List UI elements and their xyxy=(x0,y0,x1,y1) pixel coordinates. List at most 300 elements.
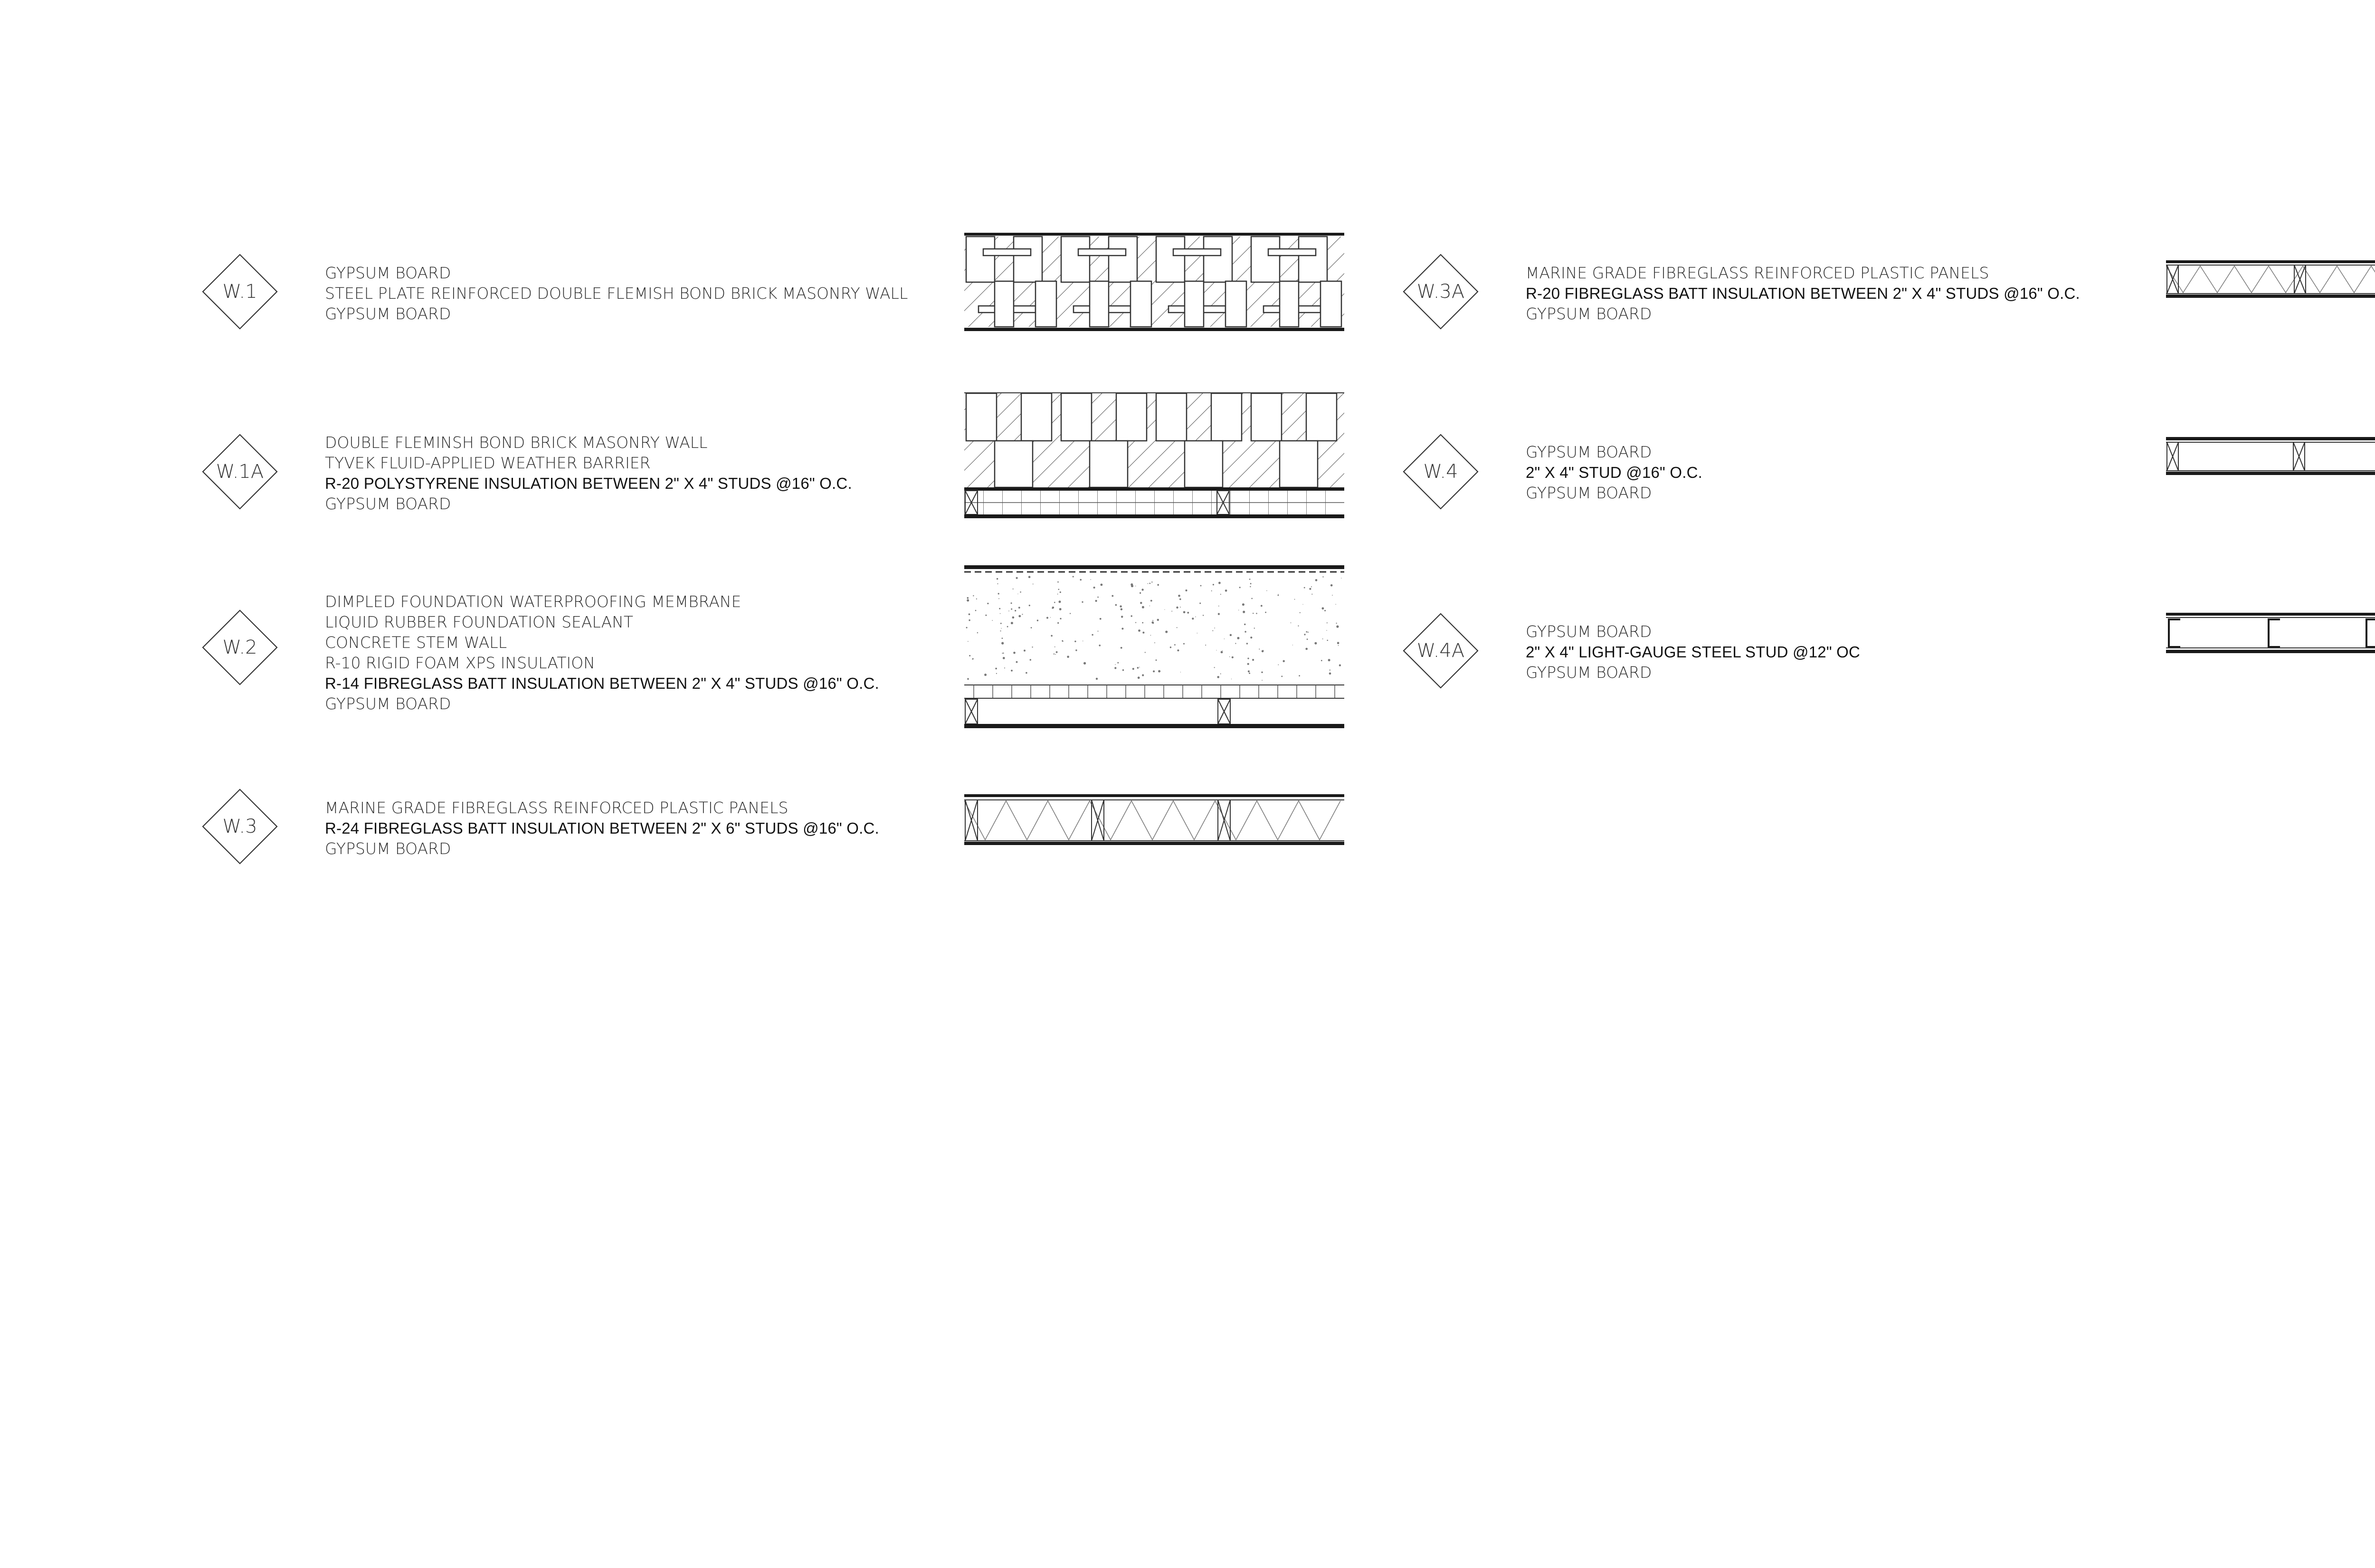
wall-tag-label: W.3A xyxy=(1416,281,1465,303)
wall-layer-text: R-20 POLYSTYRENE INSULATION BETWEEN 2" X 4" STUDS @16" O.C. xyxy=(325,475,852,492)
concrete-speckle xyxy=(968,641,969,642)
wall-tag-label: W.1 xyxy=(222,281,257,303)
concrete-speckle xyxy=(1250,583,1252,584)
concrete-speckle xyxy=(1304,634,1305,635)
brick-mark xyxy=(1156,393,1187,441)
concrete-speckle xyxy=(1008,610,1009,611)
concrete-speckle xyxy=(1283,660,1285,662)
concrete-speckle xyxy=(1054,646,1055,647)
concrete-speckle xyxy=(1132,668,1134,670)
concrete-speckle xyxy=(1003,653,1004,654)
wall-layers-w4a xyxy=(1526,621,1860,683)
wall-layer-text: GYPSUM BOARD xyxy=(325,264,451,282)
wall-layers-w3a xyxy=(1526,263,2080,324)
concrete-speckle xyxy=(1224,638,1225,639)
concrete-speckle xyxy=(1262,680,1263,681)
concrete-speckle xyxy=(1311,586,1312,587)
concrete-speckle xyxy=(1249,579,1251,580)
section-detail-w4 xyxy=(2166,433,2375,483)
concrete-speckle xyxy=(1164,609,1165,610)
concrete-speckle xyxy=(987,603,988,604)
concrete-speckle xyxy=(1137,667,1139,669)
concrete-speckle xyxy=(1298,626,1299,627)
concrete-speckle xyxy=(1051,635,1053,637)
brick-mark xyxy=(1185,441,1223,487)
concrete-speckle xyxy=(1311,594,1312,595)
concrete-speckle xyxy=(1212,630,1213,631)
concrete-speckle xyxy=(1220,674,1221,675)
concrete-speckle xyxy=(985,615,987,616)
concrete-speckle xyxy=(1007,626,1008,627)
concrete-speckle xyxy=(1328,659,1330,661)
concrete-speckle xyxy=(1152,622,1154,624)
wall-layer-text: R-24 FIBREGLASS BATT INSULATION BETWEEN 2" X 6" STUDS @16" O.C. xyxy=(325,819,879,837)
concrete-speckle xyxy=(1121,616,1123,618)
concrete-speckle xyxy=(1261,605,1263,607)
concrete-speckle xyxy=(1183,643,1185,645)
concrete-speckle xyxy=(1177,627,1178,628)
brick-mark xyxy=(1251,393,1282,441)
concrete-speckle xyxy=(1122,669,1124,671)
concrete-speckle xyxy=(1058,589,1060,590)
concrete-speckle xyxy=(1192,618,1194,619)
concrete-speckle xyxy=(1140,592,1141,594)
concrete-speckle xyxy=(1151,581,1152,582)
concrete-speckle xyxy=(1291,622,1292,623)
concrete-speckle xyxy=(1154,642,1155,643)
concrete-speckle xyxy=(1309,588,1311,590)
concrete-speckle xyxy=(1170,646,1171,648)
concrete-speckle xyxy=(1150,635,1151,636)
brick-mark xyxy=(1078,249,1126,256)
concrete-speckle xyxy=(1011,670,1013,672)
concrete-speckle xyxy=(1153,670,1155,672)
wall-layer-text: STEEL PLATE REINFORCED DOUBLE FLEMISH BOND BRICK MASONRY WALL xyxy=(325,284,908,303)
concrete-speckle xyxy=(996,673,997,674)
concrete-speckle xyxy=(1322,576,1323,577)
brick-mark xyxy=(1173,249,1221,256)
concrete-speckle xyxy=(1028,576,1031,578)
concrete-speckle xyxy=(1011,622,1013,624)
concrete-speckle xyxy=(1148,583,1149,584)
concrete-speckle xyxy=(1060,618,1061,619)
concrete-speckle xyxy=(1322,638,1323,639)
concrete-speckle xyxy=(1115,664,1116,665)
concrete-speckle xyxy=(1326,630,1327,631)
wall-tag-label: W.3 xyxy=(222,816,257,837)
concrete-speckle xyxy=(1139,667,1140,668)
concrete-speckle xyxy=(1016,577,1018,579)
concrete-speckle xyxy=(1000,623,1002,624)
concrete-speckle xyxy=(1315,579,1318,581)
concrete-speckle xyxy=(1239,587,1241,588)
concrete-speckle xyxy=(1254,627,1255,628)
concrete-speckle xyxy=(1121,608,1122,610)
concrete-speckle xyxy=(1046,617,1048,619)
wall-tag-w1 xyxy=(202,254,278,330)
concrete-speckle xyxy=(1266,590,1267,591)
wall-layer-text: DOUBLE FLEMINSH BOND BRICK MASONRY WALL xyxy=(325,433,708,452)
section-detail-w3 xyxy=(964,790,1344,854)
brick-mark xyxy=(1204,237,1232,282)
wall-tag-label: W.1A xyxy=(216,461,264,483)
wall-layer-text: GYPSUM BOARD xyxy=(1526,443,1652,461)
brick-mark xyxy=(1061,393,1092,441)
concrete-speckle xyxy=(1278,595,1279,596)
concrete-speckle xyxy=(1121,628,1123,630)
concrete-speckle xyxy=(1054,602,1055,603)
concrete-speckle xyxy=(1248,670,1250,672)
concrete-speckle xyxy=(1176,607,1178,608)
concrete-speckle xyxy=(975,610,977,611)
concrete-speckle xyxy=(1213,584,1214,585)
concrete-speckle xyxy=(1217,676,1219,678)
brick-mark xyxy=(1185,281,1204,327)
concrete-speckle xyxy=(1142,632,1144,634)
wall-tag-w4a xyxy=(1403,613,1479,689)
concrete-speckle xyxy=(1327,622,1328,623)
concrete-speckle xyxy=(1098,631,1099,632)
concrete-speckle xyxy=(1029,605,1030,606)
concrete-speckle xyxy=(1251,598,1253,599)
concrete-speckle xyxy=(1074,641,1076,642)
brick-mark xyxy=(1014,237,1042,282)
concrete-speckle xyxy=(1205,645,1206,646)
concrete-speckle xyxy=(1075,649,1077,651)
concrete-speckle xyxy=(1138,629,1140,632)
concrete-speckle xyxy=(1142,674,1144,676)
concrete-speckle xyxy=(1059,600,1061,603)
concrete-speckle xyxy=(997,578,998,580)
concrete-speckle xyxy=(1302,604,1303,605)
concrete-speckle xyxy=(1300,612,1301,613)
concrete-speckle xyxy=(1026,672,1027,674)
concrete-speckle xyxy=(1080,579,1082,581)
concrete-speckle xyxy=(1003,657,1005,659)
wall-layer-text: MARINE GRADE FIBREGLASS REINFORCED PLASTIC PANELS xyxy=(1526,264,1989,282)
concrete-speckle xyxy=(1152,620,1153,621)
wall-layer-text: 2" X 4" STUD @16" O.C. xyxy=(1526,464,1702,481)
concrete-speckle xyxy=(1083,662,1086,665)
concrete-speckle xyxy=(1057,622,1059,624)
concrete-speckle xyxy=(1037,620,1038,621)
wall-layer-text: GYPSUM BOARD xyxy=(1526,484,1652,502)
brick-mark xyxy=(1280,281,1299,327)
brick-mark xyxy=(1299,237,1327,282)
concrete-speckle xyxy=(1114,667,1116,669)
concrete-speckle xyxy=(1247,663,1249,665)
brick-mark xyxy=(1130,281,1151,327)
brick-mark xyxy=(1226,281,1246,327)
concrete-speckle xyxy=(966,627,968,628)
concrete-speckle xyxy=(1096,678,1098,680)
concrete-speckle xyxy=(1211,590,1212,591)
concrete-speckle xyxy=(1012,617,1015,619)
concrete-speckle xyxy=(1052,608,1053,609)
concrete-speckle xyxy=(1322,607,1324,609)
brick-mark xyxy=(1061,237,1090,282)
wall-layer-text: R-14 FIBREGLASS BATT INSULATION BETWEEN 2" X 4" STUDS @16" O.C. xyxy=(325,675,879,692)
concrete-speckle xyxy=(1243,611,1245,613)
concrete-speckle xyxy=(1337,642,1340,644)
concrete-speckle xyxy=(1329,673,1331,675)
wall-tag-w3 xyxy=(202,789,278,865)
concrete-speckle xyxy=(1222,650,1223,651)
concrete-speckle xyxy=(984,674,987,676)
concrete-speckle xyxy=(1229,656,1230,657)
concrete-speckle xyxy=(1022,614,1023,615)
concrete-speckle xyxy=(1321,660,1322,661)
concrete-speckle xyxy=(1165,631,1168,633)
concrete-speckle xyxy=(1281,676,1282,677)
concrete-speckle xyxy=(1018,607,1020,608)
concrete-speckle xyxy=(1246,643,1248,644)
section-detail-w2 xyxy=(964,562,1344,735)
concrete-speckle xyxy=(967,597,969,599)
concrete-speckle xyxy=(1306,631,1307,633)
concrete-speckle xyxy=(1141,589,1143,590)
concrete-speckle xyxy=(1324,610,1326,611)
concrete-speckle xyxy=(1242,603,1244,606)
concrete-speckle xyxy=(1214,667,1215,668)
brick-mark xyxy=(966,237,995,282)
concrete-speckle xyxy=(1130,583,1133,586)
concrete-speckle xyxy=(1013,652,1016,654)
wall-tag-label: W.2 xyxy=(222,637,257,658)
wall-layer-text: GYPSUM BOARD xyxy=(1526,304,1652,323)
wall-layer-text: DIMPLED FOUNDATION WATERPROOFING MEMBRANE xyxy=(325,592,741,611)
section-detail-w4a xyxy=(2166,609,2375,658)
concrete-speckle xyxy=(1156,659,1157,661)
concrete-speckle xyxy=(1120,605,1121,607)
concrete-speckle xyxy=(1150,583,1151,584)
concrete-speckle xyxy=(1171,611,1172,612)
concrete-speckle xyxy=(1004,667,1005,668)
concrete-speckle xyxy=(1330,584,1333,587)
concrete-speckle xyxy=(1093,587,1095,589)
wall-tag-label: W.4 xyxy=(1423,461,1458,483)
concrete-speckle xyxy=(995,668,997,670)
concrete-speckle xyxy=(1138,676,1140,679)
wall-layer-text: CONCRETE STEM WALL xyxy=(325,633,507,652)
concrete-speckle xyxy=(1177,649,1179,651)
section-detail-w3a xyxy=(2166,257,2375,306)
concrete-speckle xyxy=(1307,638,1308,640)
concrete-speckle xyxy=(1299,675,1300,676)
concrete-speckle xyxy=(1101,584,1103,586)
concrete-speckle xyxy=(1262,650,1264,653)
concrete-speckle xyxy=(1214,627,1215,628)
concrete-speckle xyxy=(1112,595,1113,597)
concrete-speckle xyxy=(1142,622,1143,624)
concrete-speckle xyxy=(1203,615,1204,616)
concrete-speckle xyxy=(998,598,999,599)
brick-mark xyxy=(1036,281,1056,327)
brick-mark xyxy=(1021,393,1052,441)
brick-mark xyxy=(1109,237,1137,282)
concrete-speckle xyxy=(1030,659,1031,660)
concrete-speckle xyxy=(969,619,970,621)
section-detail-w1 xyxy=(964,230,1344,336)
concrete-speckle xyxy=(1011,608,1012,610)
brick-mark xyxy=(1156,237,1185,282)
concrete-speckle xyxy=(998,593,999,594)
wall-tag-w1a xyxy=(202,434,278,510)
concrete-speckle xyxy=(973,595,974,596)
concrete-speckle xyxy=(1244,631,1246,632)
concrete-speckle xyxy=(1145,652,1146,653)
concrete-speckle xyxy=(1150,600,1152,602)
concrete-speckle xyxy=(1050,617,1051,618)
concrete-speckle xyxy=(1218,613,1220,615)
concrete-speckle xyxy=(1237,637,1239,639)
concrete-speckle xyxy=(1015,610,1016,611)
concrete-speckle xyxy=(1121,647,1122,649)
concrete-speckle xyxy=(1024,650,1026,652)
concrete-speckle xyxy=(1200,585,1202,587)
concrete-speckle xyxy=(1218,606,1219,607)
concrete-speckle xyxy=(1033,584,1034,585)
concrete-speckle xyxy=(1225,589,1227,592)
concrete-speckle xyxy=(1305,648,1308,650)
wall-tag-w4 xyxy=(1403,434,1479,510)
concrete-speckle xyxy=(1244,624,1245,625)
concrete-speckle xyxy=(992,620,993,621)
concrete-speckle xyxy=(1055,654,1056,655)
brick-mark xyxy=(1090,441,1128,487)
concrete-speckle xyxy=(1095,600,1097,602)
wall-layer-text: GYPSUM BOARD xyxy=(325,839,451,858)
concrete-speckle xyxy=(1117,662,1119,664)
concrete-speckle xyxy=(1249,673,1250,674)
concrete-speckle xyxy=(1092,634,1093,636)
concrete-speckle xyxy=(1336,623,1337,624)
concrete-speckle xyxy=(1304,587,1305,589)
concrete-speckle xyxy=(1314,642,1317,645)
concrete-speckle xyxy=(1180,607,1181,608)
concrete-speckle xyxy=(1057,581,1059,583)
wall-layer-text: GYPSUM BOARD xyxy=(325,494,451,513)
concrete-speckle xyxy=(1308,632,1309,633)
concrete-speckle xyxy=(1032,646,1033,647)
concrete-speckle xyxy=(1070,613,1071,614)
brick-mark xyxy=(1268,249,1316,256)
concrete-speckle xyxy=(1157,584,1159,586)
concrete-speckle xyxy=(1199,603,1201,604)
brick-mark xyxy=(1251,237,1280,282)
concrete-speckle xyxy=(1063,641,1064,642)
concrete-speckle xyxy=(1265,612,1266,613)
concrete-speckle xyxy=(1327,640,1328,641)
wall-tag-label: W.4A xyxy=(1416,640,1465,662)
concrete-speckle xyxy=(1253,613,1254,614)
wall-layers-w4 xyxy=(1526,442,1702,503)
concrete-speckle xyxy=(1002,637,1003,639)
wall-layer-text: R-10 RIGID FOAM XPS INSULATION xyxy=(325,654,595,672)
brick-mark xyxy=(995,441,1033,487)
brick-mark xyxy=(1306,393,1337,441)
brick-mark xyxy=(966,393,997,441)
concrete-speckle xyxy=(1031,627,1032,628)
concrete-speckle xyxy=(1250,586,1251,587)
concrete-speckle xyxy=(1178,595,1180,597)
concrete-speckle xyxy=(1232,656,1234,658)
concrete-speckle xyxy=(969,655,970,656)
concrete-speckle xyxy=(1099,645,1101,646)
concrete-speckle xyxy=(1115,604,1117,606)
wall-tag-w2 xyxy=(202,609,278,685)
concrete-speckle xyxy=(1294,599,1295,600)
wall-layer-text: GYPSUM BOARD xyxy=(325,304,451,323)
wall-layers-w1 xyxy=(325,263,908,324)
wall-layer-text: 2" X 4" LIGHT-GAUGE STEEL STUD @12" OC xyxy=(1526,643,1861,661)
concrete-speckle xyxy=(1247,658,1249,659)
concrete-speckle xyxy=(1179,599,1181,600)
wall-layers-w2 xyxy=(325,591,879,714)
concrete-speckle xyxy=(1195,617,1196,618)
concrete-speckle xyxy=(1082,601,1083,603)
concrete-speckle xyxy=(1335,604,1336,605)
concrete-speckle xyxy=(967,678,969,680)
concrete-speckle xyxy=(1250,637,1252,638)
concrete-speckle xyxy=(1187,612,1189,614)
concrete-speckle xyxy=(967,599,969,602)
brick-mark xyxy=(1280,441,1318,487)
wall-layer-text: GYPSUM BOARD xyxy=(1526,622,1652,641)
wall-layer-text: TYVEK FLUID-APPLIED WEATHER BARRIER xyxy=(325,454,651,472)
concrete-speckle xyxy=(1259,649,1260,650)
concrete-speckle xyxy=(1011,602,1012,604)
wall-layer-text: GYPSUM BOARD xyxy=(1526,663,1652,682)
concrete-speckle xyxy=(1100,618,1102,620)
concrete-speckle xyxy=(1140,602,1142,604)
wall-tag-w3a xyxy=(1403,254,1479,330)
concrete-speckle xyxy=(1174,644,1176,646)
concrete-speckle xyxy=(977,632,978,633)
concrete-speckle xyxy=(1235,643,1236,644)
concrete-speckle xyxy=(1135,622,1136,623)
concrete-speckle xyxy=(1131,615,1132,617)
wall-layer-text: R-20 FIBREGLASS BATT INSULATION BETWEEN 2" X 4" STUDS @16" O.C. xyxy=(1526,285,2080,302)
concrete-speckle xyxy=(1018,615,1021,618)
concrete-speckle xyxy=(1057,594,1058,595)
concrete-speckle xyxy=(1261,672,1263,673)
concrete-speckle xyxy=(1002,653,1003,654)
concrete-speckle xyxy=(1073,576,1074,578)
brick-mark xyxy=(983,249,1031,256)
concrete-speckle xyxy=(1016,661,1018,663)
brick-mark xyxy=(1090,281,1109,327)
concrete-speckle xyxy=(1158,670,1160,673)
brick-mark xyxy=(995,281,1014,327)
wall-layer-text: LIQUID RUBBER FOUNDATION SEALANT xyxy=(325,613,634,631)
brick-mark xyxy=(1320,281,1341,327)
concrete-speckle xyxy=(1218,582,1221,584)
concrete-speckle xyxy=(1252,659,1254,661)
concrete-speckle xyxy=(1060,591,1061,593)
concrete-speckle xyxy=(1097,597,1099,598)
concrete-speckle xyxy=(1142,606,1144,608)
wall-layers-w1a xyxy=(325,432,852,514)
concrete-speckle xyxy=(1339,665,1341,666)
concrete-speckle xyxy=(1020,591,1021,593)
wall-layer-text: MARINE GRADE FIBREGLASS REINFORCED PLASTIC PANELS xyxy=(325,798,788,817)
wall-layer-text: GYPSUM BOARD xyxy=(325,694,451,713)
concrete-speckle xyxy=(1338,645,1339,646)
concrete-speckle xyxy=(1000,630,1001,631)
concrete-speckle xyxy=(1157,619,1159,621)
concrete-speckle xyxy=(999,608,1000,609)
